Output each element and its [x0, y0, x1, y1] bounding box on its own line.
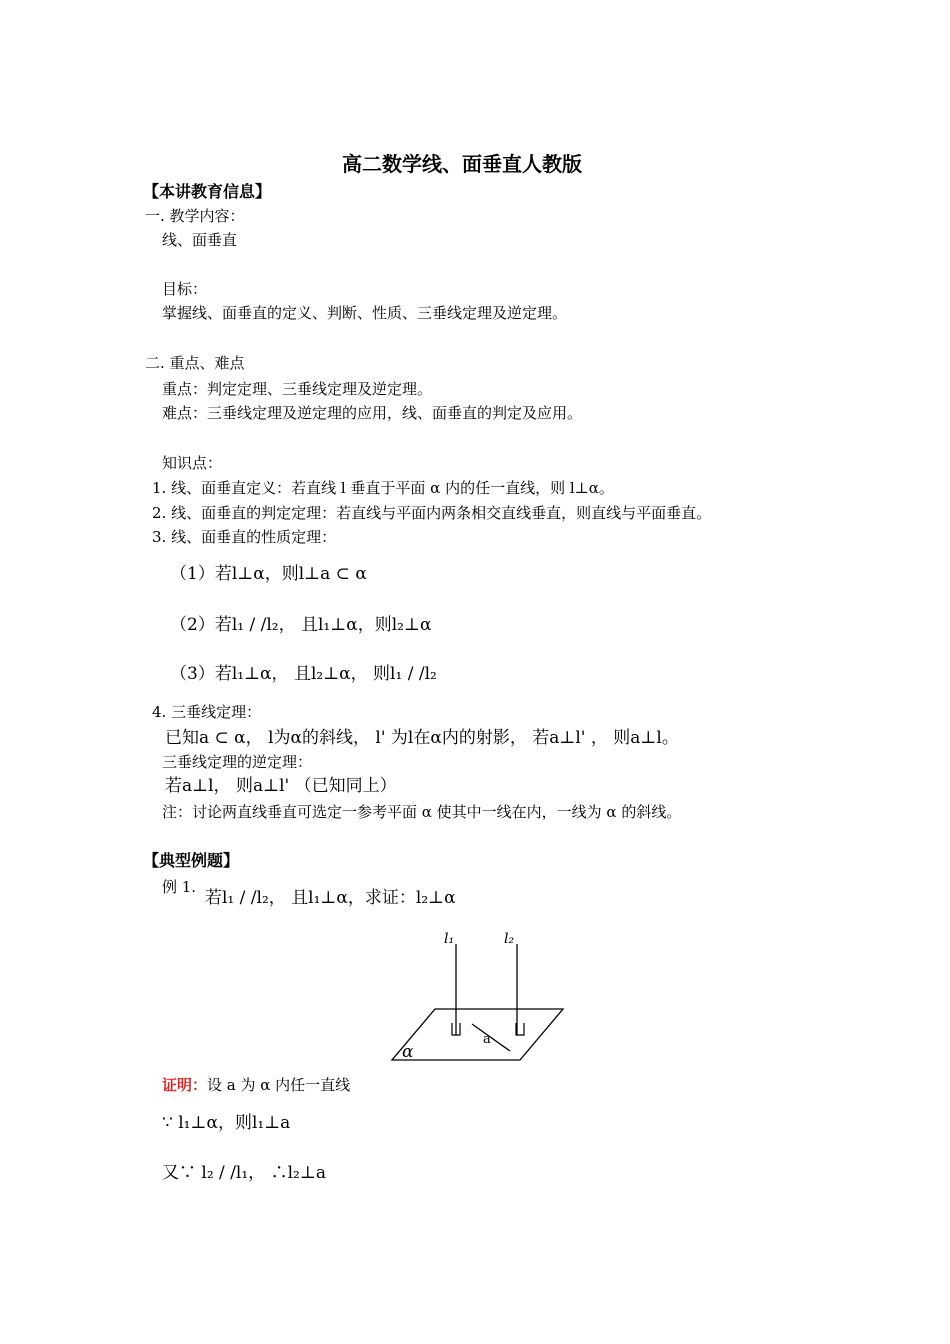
label-l2: l₂: [504, 931, 515, 947]
section-heading-info: 【本讲教育信息】: [143, 182, 272, 201]
label-alpha: α: [402, 1042, 414, 1062]
key-heading: 二. 重点、难点: [145, 354, 245, 372]
proof-step-2: 又∵ l₂ / /l₁， ∴l₂⊥a: [162, 1163, 326, 1183]
example-figure: [380, 925, 580, 1065]
hard-point: 难点：三垂线定理及逆定理的应用，线、面垂直的判定及应用。: [162, 404, 583, 422]
example-statement: 若l₁ / /l₂， 且l₁⊥α，求证：l₂⊥α: [205, 888, 456, 908]
section-heading-examples: 【典型例题】: [143, 851, 240, 870]
line-a: [472, 1024, 510, 1051]
label-a: a: [483, 1032, 491, 1047]
goal-text: 掌握线、面垂直的定义、判断、性质、三垂线定理及逆定理。: [162, 304, 568, 322]
property-2: （2）若l₁ / /l₂， 且l₁⊥α，则l₂⊥α: [170, 615, 432, 635]
proof-text: 设 a 为 α 内任一直线: [207, 1076, 351, 1094]
example-label: 例 1.: [162, 878, 197, 896]
label-l1: l₁: [444, 931, 455, 947]
page-title: 高二数学线、面垂直人教版: [342, 152, 582, 176]
inverse-text: 若a⊥l， 则a⊥l' （已知同上）: [165, 776, 397, 796]
property-1: （1）若l⊥α，则l⊥a ⊂ α: [170, 564, 367, 584]
knowledge-item-1: 1. 线、面垂直定义：若直线 l 垂直于平面 α 内的任一直线，则 l⊥α。: [152, 479, 614, 497]
knowledge-item-3: 3. 线、面垂直的性质定理：: [152, 528, 337, 546]
note-text: 注：讨论两直线垂直可选定一参考平面 α 使其中一线在内，一线为 α 的斜线。: [162, 803, 682, 821]
proof-label: 证明：: [162, 1076, 208, 1094]
three-perpendiculars-theorem: 已知a ⊂ α， l为α的斜线， l' 为l在α内的射影， 若a⊥l' ， 则a⊥l。: [165, 728, 679, 748]
proof-line: [162, 1075, 350, 1095]
inverse-label: 三垂线定理的逆定理：: [162, 753, 313, 771]
content-heading: 一. 教学内容：: [145, 207, 245, 225]
proof-step-1: ∵ l₁⊥α，则l₁⊥a: [162, 1113, 291, 1133]
key-point: 重点：判定定理、三垂线定理及逆定理。: [162, 380, 433, 398]
goal-label: 目标：: [162, 280, 208, 298]
property-3: （3）若l₁⊥α， 且l₂⊥α， 则l₁ / /l₂: [170, 664, 437, 684]
knowledge-item-4: 4. 三垂线定理：: [152, 703, 262, 721]
knowledge-item-2: 2. 线、面垂直的判定定理：若直线与平面内两条相交直线垂直，则直线与平面垂直。: [152, 504, 712, 522]
content-text: 线、面垂直: [162, 231, 238, 249]
knowledge-label: 知识点：: [162, 454, 223, 472]
plane-alpha: [392, 1009, 563, 1060]
